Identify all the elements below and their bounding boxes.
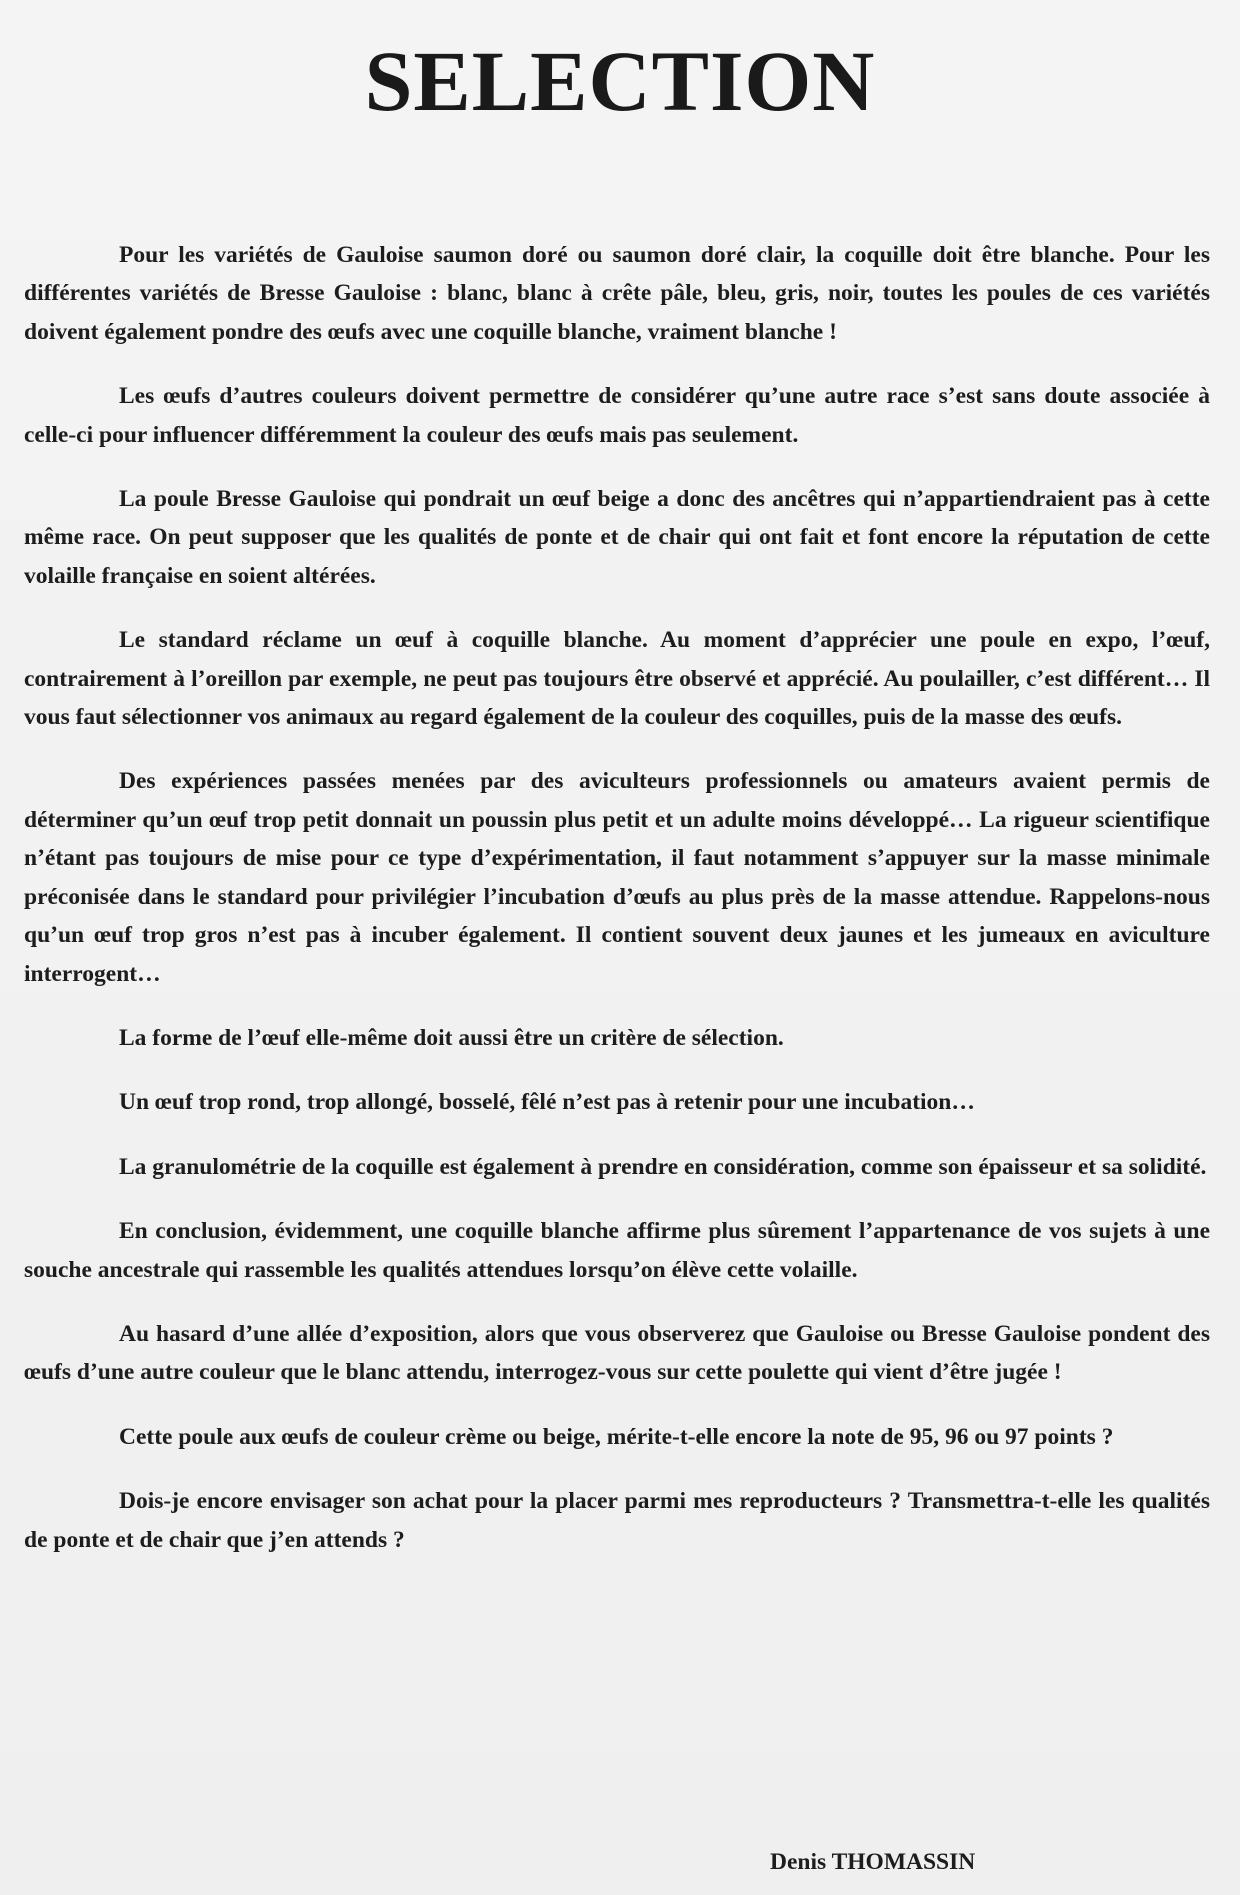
paragraph: Un œuf trop rond, trop allongé, bosselé, fêlé n’est pas à retenir pour une incubation…: [119, 1089, 975, 1116]
paragraph: La poule Bresse Gauloise qui pondrait un œuf beige a donc des ancêtres qui n’appartiendraient pas à cette même race. On peut supposer que les qualités de ponte et de chair qui ont fait et font encore la réputation de cette volaille française en soient altérées.: [24, 486, 1210, 589]
paragraph: La granulométrie de la coquille est également à prendre en considération, comme son épaisseur et sa solidité.: [119, 1153, 1207, 1180]
paragraph: La forme de l’œuf elle-même doit aussi être un critère de sélection.: [119, 1024, 784, 1051]
page-title: SELECTION: [364, 33, 876, 129]
paragraph: Au hasard d’une allée d’exposition, alors que vous observerez que Gauloise ou Bresse Gauloise pondent des œufs d’une autre couleur que le blanc attendu, interrogez-vous sur cette poulette qui vient d’être jugée !: [24, 1320, 1210, 1386]
paragraph: Les œufs d’autres couleurs doivent permettre de considérer qu’une autre race s’est sans doute associée à celle-ci pour influencer différemment la couleur des œufs mais pas seulement.: [24, 383, 1210, 448]
paragraph: Dois-je encore envisager son achat pour la placer parmi mes reproducteurs ? Transmettra-t-elle les qualités de ponte et de chair que j’en attends ?: [24, 1488, 1210, 1553]
paragraph: En conclusion, évidemment, une coquille blanche affirme plus sûrement l’appartenance de vos sujets à une souche ancestrale qui rassemble les qualités attendues lorsqu’on élève cette volaille.: [24, 1218, 1210, 1283]
paragraph: Cette poule aux œufs de couleur crème ou beige, mérite-t-elle encore la note de 95, 96 ou 97 points ?: [119, 1423, 1114, 1450]
paragraph: Pour les variétés de Gauloise saumon doré ou saumon doré clair, la coquille doit être blanche. Pour les différentes variétés de Bresse Gauloise : blanc, blanc à crête pâle, bleu, gris, noir, toutes les poules de ces variétés doivent également pondre des œufs avec une coquille blanche, vraiment blanche !: [24, 242, 1210, 345]
author-signature: Denis THOMASSIN: [770, 1849, 976, 1875]
paragraph: Des expériences passées menées par des aviculteurs professionnels ou amateurs avaient permis de déterminer qu’un œuf trop petit donnait un poussin plus petit et un adulte moins développé… La rigueur scientifique n’étant pas toujours de mise pour ce type d’expérimentation, il faut notamment s’appuyer sur la masse minimale préconisée dans le standard pour privilégier l’incubation d’œufs au plus près de la masse attendue. Rappelons-nous qu’un œuf trop gros n’est pas à incuber également. Il contient souvent deux jaunes et les jumeaux en aviculture interrogent…: [24, 768, 1210, 987]
paragraph: Le standard réclame un œuf à coquille blanche. Au moment d’apprécier une poule en expo, l’œuf, contrairement à l’oreillon par exemple, ne peut pas toujours être observé et apprécié. Au poulailler, c’est différent… Il vous faut sélectionner vos animaux au regard également de la couleur des coquilles, puis de la masse des œufs.: [24, 627, 1210, 731]
article-body: [24, 236, 1210, 1585]
